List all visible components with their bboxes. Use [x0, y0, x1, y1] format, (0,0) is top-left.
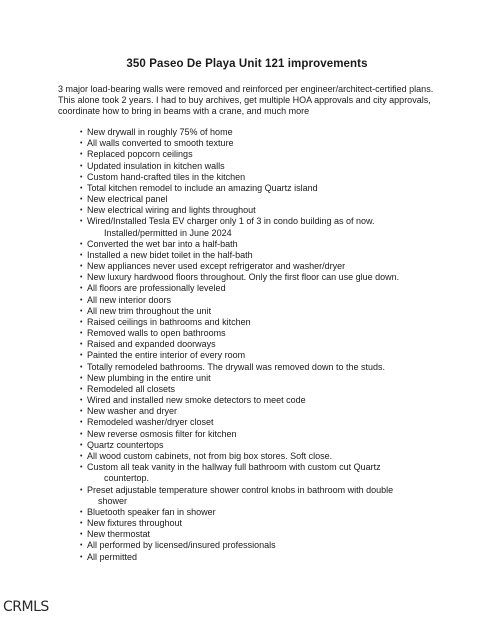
list-item-text: Preset adjustable temperature shower control knobs in bathroom with double — [87, 484, 394, 495]
bullet-icon: • — [80, 508, 83, 516]
list-item-text: New plumbing in the entire unit — [87, 372, 211, 383]
list-item — [80, 462, 430, 484]
list-item — [80, 406, 430, 417]
list-item — [80, 429, 430, 440]
list-item — [80, 373, 430, 384]
list-item — [80, 552, 430, 563]
list-item — [80, 417, 430, 428]
bullet-icon: • — [80, 251, 83, 259]
list-item-text: Raised and expanded doorways — [87, 339, 216, 350]
bullet-icon: • — [80, 207, 83, 215]
bullet-icon: • — [80, 240, 83, 248]
list-item — [80, 507, 430, 518]
list-item-continuation: countertop. — [104, 473, 150, 484]
bullet-icon: • — [80, 397, 83, 405]
list-item — [80, 283, 430, 294]
bullet-icon: • — [80, 486, 83, 494]
list-item — [80, 485, 430, 507]
list-item-text: Remodeled all closets — [87, 383, 176, 394]
bullet-icon: • — [80, 330, 83, 338]
bullet-icon: • — [80, 140, 83, 148]
bullet-icon: • — [80, 520, 83, 528]
list-item-text: Remodeled washer/dryer closet — [87, 417, 214, 428]
bullet-icon: • — [80, 542, 83, 550]
bullet-icon: • — [80, 196, 83, 204]
list-item — [80, 161, 430, 172]
list-item-text: Wired/Installed Tesla EV charger only 1 of 3 in condo building as of now. — [87, 216, 375, 227]
intro-paragraph: 3 major load-bearing walls were removed and reinforced per engineer/architect-certified plans. This alone took 2 years. I had to buy archives, get multiple HOA approvals and city approvals, coordinate how to bring in beams with a crane, and much more — [58, 84, 434, 117]
list-item-continuation: shower — [98, 495, 128, 506]
list-item-text: New washer and dryer — [87, 406, 178, 417]
bullet-icon: • — [80, 162, 83, 170]
list-item-text: All floors are professionally leveled — [87, 283, 226, 294]
list-item — [80, 272, 430, 283]
list-item-text: Bluetooth speaker fan in shower — [87, 506, 216, 517]
list-item-text: Quartz countertops — [87, 439, 164, 450]
list-item — [80, 127, 430, 138]
bullet-icon: • — [80, 129, 83, 136]
list-item-text: All performed by licensed/insured professionals — [87, 540, 276, 551]
list-item-text: New drywall in roughly 75% of home — [87, 127, 233, 137]
list-item — [80, 328, 430, 339]
list-item — [80, 540, 430, 551]
bullet-icon: • — [80, 464, 83, 472]
bullet-icon: • — [80, 430, 83, 438]
improvements-list — [80, 127, 430, 563]
list-item-text: Converted the wet bar into a half-bath — [87, 238, 238, 249]
list-item-text: Painted the entire interior of every room — [87, 350, 246, 361]
bullet-icon: • — [80, 531, 83, 539]
list-item — [80, 261, 430, 272]
document-title: 350 Paseo De Playa Unit 121 improvements — [126, 58, 368, 70]
bullet-icon: • — [80, 352, 83, 360]
list-item-text: Wired and installed new smoke detectors to meet code — [87, 395, 306, 406]
list-item — [80, 149, 430, 160]
list-item-text: Total kitchen remodel to include an amazing Quartz island — [87, 182, 318, 193]
list-item — [80, 384, 430, 395]
list-item-text: New appliances never used except refrigerator and washer/dryer — [87, 261, 346, 272]
list-item — [80, 183, 430, 194]
list-item — [80, 138, 430, 149]
bullet-icon: • — [80, 408, 83, 416]
list-item-text: Updated insulation in kitchen walls — [87, 160, 225, 171]
bullet-icon: • — [80, 218, 83, 226]
bullet-icon: • — [80, 151, 83, 159]
list-item-text: Custom all teak vanity in the hallway full bathroom with custom cut Quartz — [87, 462, 381, 473]
bullet-icon: • — [80, 441, 83, 449]
list-item-text: New thermostat — [87, 529, 151, 540]
list-item-text: New reverse osmosis filter for kitchen — [87, 428, 237, 439]
list-item — [80, 395, 430, 406]
list-item-text: Replaced popcorn ceilings — [87, 149, 193, 160]
list-item — [80, 250, 430, 261]
list-item-text: All walls converted to smooth texture — [87, 138, 234, 149]
bullet-icon: • — [80, 419, 83, 427]
list-item — [80, 440, 430, 451]
list-item-text: All permitted — [87, 551, 138, 562]
bullet-icon: • — [80, 263, 83, 271]
bullet-icon: • — [80, 184, 83, 192]
bullet-icon: • — [80, 274, 83, 282]
list-item — [80, 518, 430, 529]
list-item-continuation: Installed/permitted in June 2024 — [104, 227, 232, 238]
list-item — [80, 529, 430, 540]
list-item — [80, 194, 430, 205]
list-item-text: New fixtures throughout — [87, 518, 183, 529]
list-item-text: All wood custom cabinets, not from big box stores. Soft close. — [87, 450, 333, 461]
list-item-text: New electrical wiring and lights throughout — [87, 205, 256, 216]
list-item-text: All new trim throughout the unit — [87, 305, 212, 316]
list-item-text: Custom hand-crafted tiles in the kitchen — [87, 171, 246, 182]
bullet-icon: • — [80, 296, 83, 304]
list-item-text: Raised ceilings in bathrooms and kitchen — [87, 316, 251, 327]
list-item — [80, 295, 430, 306]
crmls-watermark: CRMLS — [3, 599, 49, 615]
list-item — [80, 239, 430, 250]
list-item-text: All new interior doors — [87, 294, 172, 305]
list-item-text: Removed walls to open bathrooms — [87, 328, 226, 339]
list-item-text: Installed a new bidet toilet in the half-bath — [87, 249, 253, 260]
bullet-icon: • — [80, 318, 83, 326]
list-item-text: New luxury hardwood floors throughout. Only the first floor can use glue down. — [87, 272, 400, 283]
bullet-icon: • — [80, 173, 83, 181]
list-item — [80, 339, 430, 350]
bullet-icon: • — [80, 363, 83, 371]
list-item-text: New electrical panel — [87, 194, 168, 205]
bullet-icon: • — [80, 341, 83, 349]
list-item-text: Totally remodeled bathrooms. The drywall was removed down to the studs. — [87, 361, 385, 372]
bullet-icon: • — [80, 307, 83, 315]
list-item — [80, 205, 430, 216]
list-item — [80, 216, 430, 238]
list-item — [80, 451, 430, 462]
bullet-icon: • — [80, 553, 83, 561]
bullet-icon: • — [80, 452, 83, 460]
list-item — [80, 350, 430, 361]
bullet-icon: • — [80, 285, 83, 293]
list-item — [80, 317, 430, 328]
bullet-icon: • — [80, 385, 83, 393]
bullet-icon: • — [80, 374, 83, 382]
list-item — [80, 172, 430, 183]
list-item — [80, 362, 430, 373]
list-item — [80, 306, 430, 317]
